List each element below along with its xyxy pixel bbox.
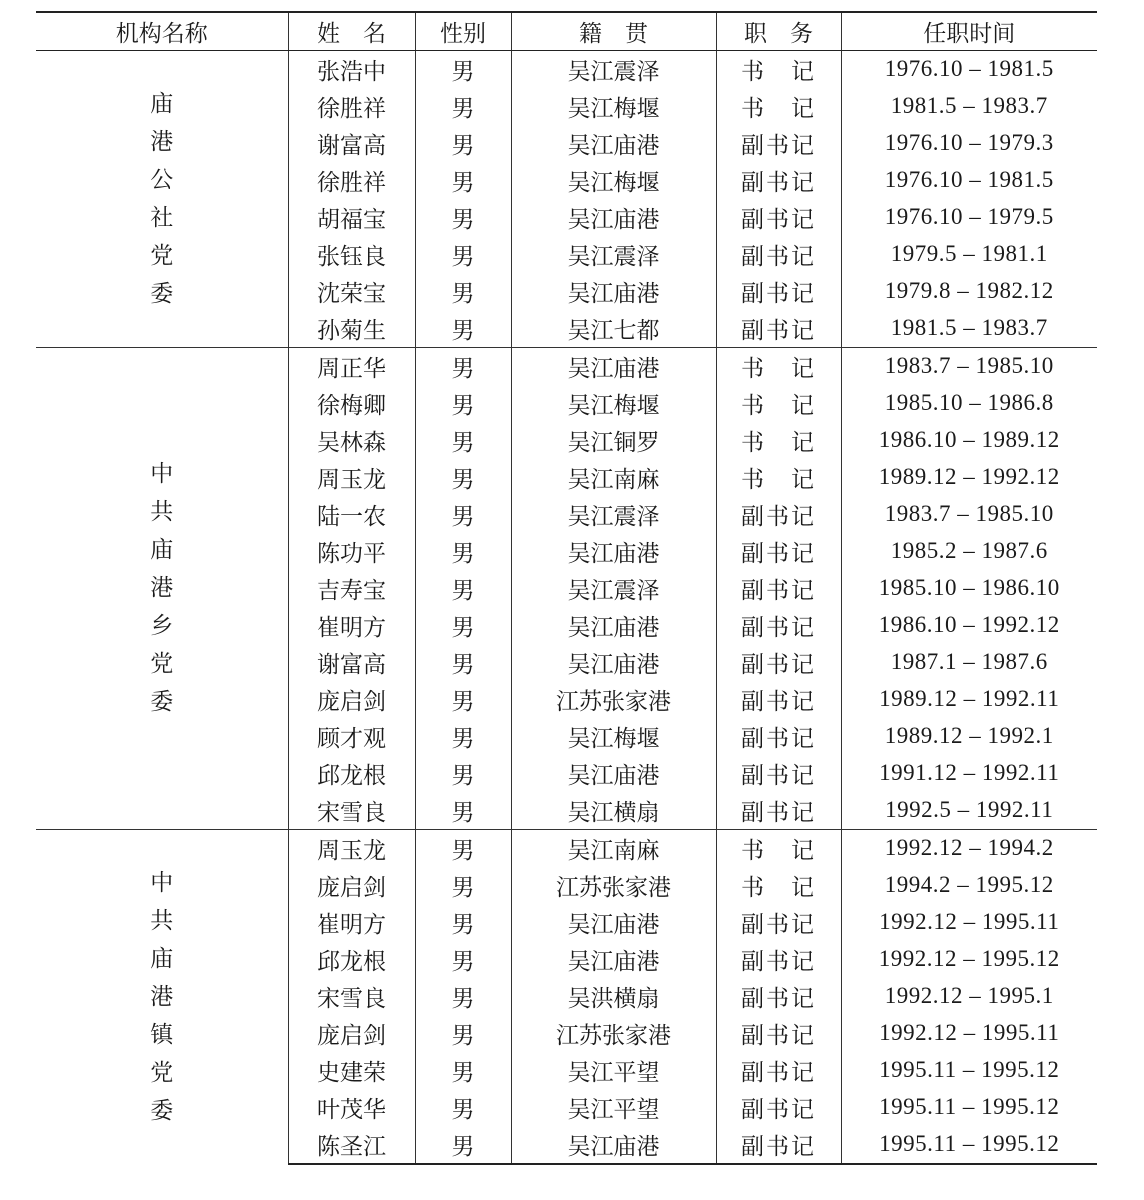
term-cell: 1989.12 – 1992.11 (841, 681, 1097, 718)
sex-cell: 男 (415, 347, 511, 385)
post-cell: 副书记 (716, 496, 841, 533)
name-cell: 徐梅卿 (288, 385, 415, 422)
term-cell: 1983.7 – 1985.10 (841, 347, 1097, 385)
post-cell: 书 记 (716, 385, 841, 422)
term-cell: 1992.12 – 1995.11 (841, 1015, 1097, 1052)
name-cell: 邱龙根 (288, 755, 415, 792)
term-cell: 1991.12 – 1992.11 (841, 755, 1097, 792)
term-cell: 1979.5 – 1981.1 (841, 236, 1097, 273)
post-cell: 副书记 (716, 1015, 841, 1052)
post-cell: 副书记 (716, 236, 841, 273)
sex-cell: 男 (415, 273, 511, 310)
post-cell: 副书记 (716, 1052, 841, 1089)
origin-cell: 吴江横扇 (511, 792, 716, 830)
name-cell: 徐胜祥 (288, 88, 415, 125)
term-cell: 1976.10 – 1979.3 (841, 125, 1097, 162)
personnel-table (36, 11, 1097, 1165)
sex-cell: 男 (415, 1015, 511, 1052)
term-cell: 1981.5 – 1983.7 (841, 88, 1097, 125)
sex-cell: 男 (415, 310, 511, 348)
post-cell: 副书记 (716, 533, 841, 570)
org-name-cell (36, 347, 288, 829)
sex-cell: 男 (415, 644, 511, 681)
term-cell: 1995.11 – 1995.12 (841, 1089, 1097, 1126)
origin-cell: 吴江庙港 (511, 347, 716, 385)
header-org: 机构名称 (36, 12, 288, 50)
origin-cell: 江苏张家港 (511, 681, 716, 718)
name-cell: 胡福宝 (288, 199, 415, 236)
name-cell: 吴林森 (288, 422, 415, 459)
name-cell: 崔明方 (288, 607, 415, 644)
header-sex: 性别 (415, 12, 511, 50)
name-cell: 陈圣江 (288, 1126, 415, 1164)
origin-cell: 吴江梅堰 (511, 385, 716, 422)
org-name-vertical: 中 共 庙 港 镇 党 委 (150, 869, 174, 1124)
origin-cell: 吴江庙港 (511, 607, 716, 644)
sex-cell: 男 (415, 125, 511, 162)
sex-cell: 男 (415, 236, 511, 273)
name-cell: 宋雪良 (288, 792, 415, 830)
sex-cell: 男 (415, 904, 511, 941)
origin-cell: 吴江庙港 (511, 941, 716, 978)
sex-cell: 男 (415, 570, 511, 607)
term-cell: 1995.11 – 1995.12 (841, 1052, 1097, 1089)
origin-cell: 吴江铜罗 (511, 422, 716, 459)
name-cell: 周玉龙 (288, 459, 415, 496)
org-name-cell (36, 829, 288, 1164)
sex-cell: 男 (415, 607, 511, 644)
post-cell: 副书记 (716, 718, 841, 755)
post-cell: 副书记 (716, 273, 841, 310)
name-cell: 谢富高 (288, 125, 415, 162)
term-cell: 1986.10 – 1989.12 (841, 422, 1097, 459)
post-cell: 副书记 (716, 125, 841, 162)
origin-cell: 吴洪横扇 (511, 978, 716, 1015)
table-row (36, 347, 1097, 385)
post-cell: 副书记 (716, 310, 841, 348)
sex-cell: 男 (415, 533, 511, 570)
term-cell: 1987.1 – 1987.6 (841, 644, 1097, 681)
post-cell: 书 记 (716, 829, 841, 867)
name-cell: 陈功平 (288, 533, 415, 570)
name-cell: 庞启剑 (288, 1015, 415, 1052)
name-cell: 庞启剑 (288, 867, 415, 904)
origin-cell: 吴江七都 (511, 310, 716, 348)
origin-cell: 吴江震泽 (511, 236, 716, 273)
term-cell: 1994.2 – 1995.12 (841, 867, 1097, 904)
sex-cell: 男 (415, 1089, 511, 1126)
term-cell: 1981.5 – 1983.7 (841, 310, 1097, 348)
org-name-vertical: 庙 港 公 社 党 委 (150, 90, 174, 307)
term-cell: 1992.12 – 1995.12 (841, 941, 1097, 978)
sex-cell: 男 (415, 422, 511, 459)
table-row (36, 50, 1097, 88)
name-cell: 周正华 (288, 347, 415, 385)
name-cell: 谢富高 (288, 644, 415, 681)
sex-cell: 男 (415, 681, 511, 718)
origin-cell: 吴江梅堰 (511, 162, 716, 199)
term-cell: 1992.5 – 1992.11 (841, 792, 1097, 830)
post-cell: 副书记 (716, 199, 841, 236)
sex-cell: 男 (415, 978, 511, 1015)
origin-cell: 吴江庙港 (511, 1126, 716, 1164)
post-cell: 副书记 (716, 1089, 841, 1126)
term-cell: 1992.12 – 1995.1 (841, 978, 1097, 1015)
sex-cell: 男 (415, 792, 511, 830)
sex-cell: 男 (415, 385, 511, 422)
name-cell: 孙菊生 (288, 310, 415, 348)
post-cell: 书 记 (716, 459, 841, 496)
term-cell: 1995.11 – 1995.12 (841, 1126, 1097, 1164)
name-cell: 陆一农 (288, 496, 415, 533)
origin-cell: 吴江梅堰 (511, 718, 716, 755)
sex-cell: 男 (415, 199, 511, 236)
term-cell: 1989.12 – 1992.1 (841, 718, 1097, 755)
sex-cell: 男 (415, 496, 511, 533)
table-body (36, 50, 1097, 1164)
post-cell: 书 记 (716, 50, 841, 88)
origin-cell: 吴江庙港 (511, 904, 716, 941)
post-cell: 副书记 (716, 755, 841, 792)
org-name-vertical: 中 共 庙 港 乡 党 委 (150, 461, 174, 715)
sex-cell: 男 (415, 718, 511, 755)
name-cell: 史建荣 (288, 1052, 415, 1089)
post-cell: 书 记 (716, 88, 841, 125)
personnel-table-container (36, 11, 1097, 1165)
sex-cell: 男 (415, 459, 511, 496)
post-cell: 副书记 (716, 792, 841, 830)
post-cell: 副书记 (716, 904, 841, 941)
header-name: 姓 名 (288, 12, 415, 50)
origin-cell: 吴江庙港 (511, 533, 716, 570)
sex-cell: 男 (415, 867, 511, 904)
name-cell: 张浩中 (288, 50, 415, 88)
term-cell: 1986.10 – 1992.12 (841, 607, 1097, 644)
origin-cell: 吴江南麻 (511, 829, 716, 867)
origin-cell: 吴江平望 (511, 1052, 716, 1089)
header-term: 任职时间 (841, 12, 1097, 50)
post-cell: 副书记 (716, 570, 841, 607)
origin-cell: 吴江庙港 (511, 125, 716, 162)
name-cell: 宋雪良 (288, 978, 415, 1015)
term-cell: 1976.10 – 1981.5 (841, 162, 1097, 199)
name-cell: 庞启剑 (288, 681, 415, 718)
name-cell: 叶茂华 (288, 1089, 415, 1126)
sex-cell: 男 (415, 1052, 511, 1089)
name-cell: 沈荣宝 (288, 273, 415, 310)
header-post: 职 务 (716, 12, 841, 50)
name-cell: 张钰良 (288, 236, 415, 273)
origin-cell: 吴江庙港 (511, 199, 716, 236)
origin-cell: 吴江庙港 (511, 644, 716, 681)
term-cell: 1976.10 – 1979.5 (841, 199, 1097, 236)
sex-cell: 男 (415, 50, 511, 88)
header-row (36, 12, 1097, 50)
table-row (36, 829, 1097, 867)
name-cell: 吉寿宝 (288, 570, 415, 607)
origin-cell: 江苏张家港 (511, 1015, 716, 1052)
sex-cell: 男 (415, 88, 511, 125)
origin-cell: 吴江震泽 (511, 496, 716, 533)
origin-cell: 吴江南麻 (511, 459, 716, 496)
post-cell: 副书记 (716, 941, 841, 978)
post-cell: 副书记 (716, 1126, 841, 1164)
term-cell: 1983.7 – 1985.10 (841, 496, 1097, 533)
term-cell: 1985.10 – 1986.10 (841, 570, 1097, 607)
post-cell: 副书记 (716, 607, 841, 644)
post-cell: 副书记 (716, 644, 841, 681)
term-cell: 1989.12 – 1992.12 (841, 459, 1097, 496)
origin-cell: 吴江震泽 (511, 50, 716, 88)
name-cell: 周玉龙 (288, 829, 415, 867)
sex-cell: 男 (415, 829, 511, 867)
post-cell: 书 记 (716, 347, 841, 385)
origin-cell: 吴江庙港 (511, 273, 716, 310)
origin-cell: 江苏张家港 (511, 867, 716, 904)
term-cell: 1985.2 – 1987.6 (841, 533, 1097, 570)
origin-cell: 吴江震泽 (511, 570, 716, 607)
header-origin: 籍 贯 (511, 12, 716, 50)
name-cell: 崔明方 (288, 904, 415, 941)
org-name-cell (36, 50, 288, 347)
table-header (36, 12, 1097, 50)
term-cell: 1979.8 – 1982.12 (841, 273, 1097, 310)
sex-cell: 男 (415, 941, 511, 978)
term-cell: 1992.12 – 1994.2 (841, 829, 1097, 867)
term-cell: 1992.12 – 1995.11 (841, 904, 1097, 941)
post-cell: 副书记 (716, 162, 841, 199)
sex-cell: 男 (415, 755, 511, 792)
origin-cell: 吴江平望 (511, 1089, 716, 1126)
origin-cell: 吴江庙港 (511, 755, 716, 792)
origin-cell: 吴江梅堰 (511, 88, 716, 125)
post-cell: 副书记 (716, 978, 841, 1015)
term-cell: 1985.10 – 1986.8 (841, 385, 1097, 422)
post-cell: 书 记 (716, 867, 841, 904)
sex-cell: 男 (415, 162, 511, 199)
term-cell: 1976.10 – 1981.5 (841, 50, 1097, 88)
name-cell: 顾才观 (288, 718, 415, 755)
post-cell: 书 记 (716, 422, 841, 459)
name-cell: 徐胜祥 (288, 162, 415, 199)
name-cell: 邱龙根 (288, 941, 415, 978)
post-cell: 副书记 (716, 681, 841, 718)
sex-cell: 男 (415, 1126, 511, 1164)
